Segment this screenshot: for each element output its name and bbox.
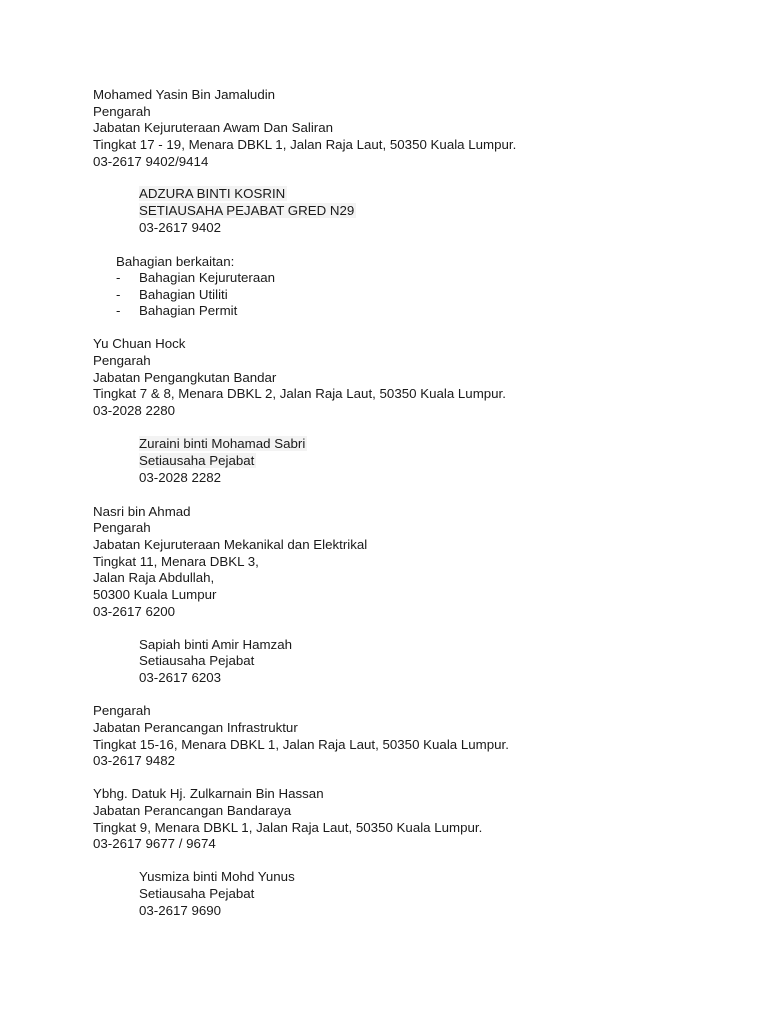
entry-0-title: Pengarah	[93, 104, 151, 119]
entry-0-secretary-title: SETIAUSAHA PEJABAT GRED N29	[139, 203, 355, 218]
entry-2-address-line: Jalan Raja Abdullah,	[93, 570, 215, 585]
bullet-dash: -	[116, 303, 121, 318]
entry-1-name: Yu Chuan Hock	[93, 336, 186, 351]
entry-0-name: Mohamed Yasin Bin Jamaludin	[93, 87, 276, 102]
bullet-dash: -	[116, 287, 121, 302]
entry-3-department: Jabatan Perancangan Infrastruktur	[93, 720, 298, 735]
entry-4-address-line: Tingkat 9, Menara DBKL 1, Jalan Raja Laut, 50350 Kuala Lumpur.	[93, 820, 483, 835]
entry-1-secretary-name: Zuraini binti Mohamad Sabri	[139, 436, 306, 451]
entry-1-phone: 03-2028 2280	[93, 403, 176, 418]
entry-2-address-line: 50300 Kuala Lumpur	[93, 587, 217, 602]
entry-2-phone: 03-2617 6200	[93, 604, 176, 619]
entry-4-department: Jabatan Perancangan Bandaraya	[93, 803, 292, 818]
entry-2-address-line: Tingkat 11, Menara DBKL 3,	[93, 554, 259, 569]
entry-4-secretary-title: Setiausaha Pejabat	[139, 886, 255, 901]
entry-4-secretary-phone: 03-2617 9690	[139, 903, 222, 918]
entry-0-secretary-phone: 03-2617 9402	[139, 220, 222, 235]
entry-4-phone: 03-2617 9677 / 9674	[93, 836, 216, 851]
entry-4-secretary-name: Yusmiza binti Mohd Yunus	[139, 869, 295, 884]
entry-0-phone: 03-2617 9402/9414	[93, 154, 209, 169]
entry-2-title: Pengarah	[93, 520, 151, 535]
entry-3-title: Pengarah	[93, 703, 151, 718]
entry-3-phone: 03-2617 9482	[93, 753, 176, 768]
related-heading: Bahagian berkaitan:	[116, 254, 235, 269]
entry-2-secretary-phone: 03-2617 6203	[139, 670, 222, 685]
related-item: Bahagian Kejuruteraan	[139, 270, 276, 285]
entry-1-secretary-title: Setiausaha Pejabat	[139, 453, 255, 468]
entry-1-department: Jabatan Pengangkutan Bandar	[93, 370, 277, 385]
entry-0-department: Jabatan Kejuruteraan Awam Dan Saliran	[93, 120, 333, 135]
entry-2-secretary-name: Sapiah binti Amir Hamzah	[139, 637, 292, 652]
related-item: Bahagian Permit	[139, 303, 238, 318]
entry-4-name: Ybhg. Datuk Hj. Zulkarnain Bin Hassan	[93, 786, 324, 801]
related-item: Bahagian Utiliti	[139, 287, 228, 302]
bullet-dash: -	[116, 270, 121, 285]
entry-2-secretary-title: Setiausaha Pejabat	[139, 653, 255, 668]
entry-0-address-line: Tingkat 17 - 19, Menara DBKL 1, Jalan Raja Laut, 50350 Kuala Lumpur.	[93, 137, 517, 152]
entry-3-address-line: Tingkat 15-16, Menara DBKL 1, Jalan Raja Laut, 50350 Kuala Lumpur.	[93, 737, 509, 752]
entry-2-department: Jabatan Kejuruteraan Mekanikal dan Elektrikal	[93, 537, 368, 552]
entry-1-title: Pengarah	[93, 353, 151, 368]
entry-2-name: Nasri bin Ahmad	[93, 504, 191, 519]
entry-1-secretary-phone: 03-2028 2282	[139, 470, 222, 485]
entry-1-address-line: Tingkat 7 & 8, Menara DBKL 2, Jalan Raja Laut, 50350 Kuala Lumpur.	[93, 386, 506, 401]
entry-0-secretary-name: ADZURA BINTI KOSRIN	[139, 186, 286, 201]
